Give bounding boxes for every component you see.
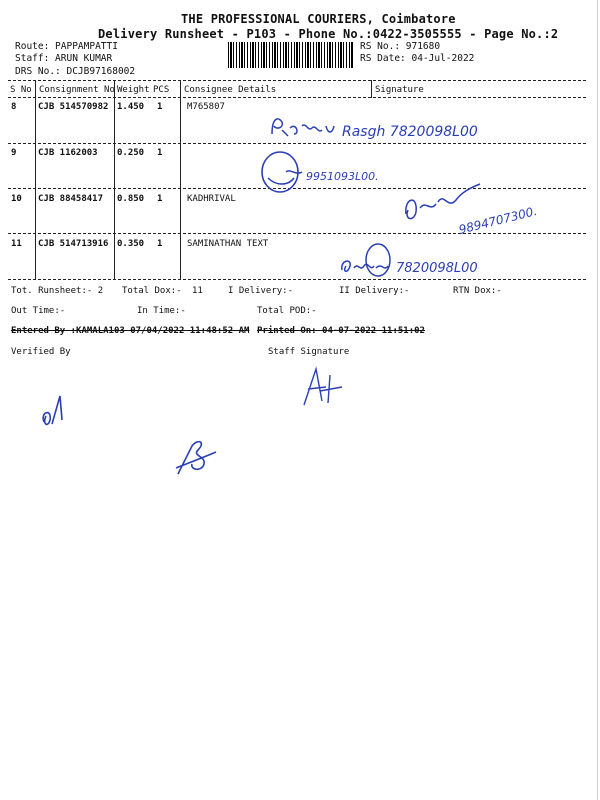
signature-row-8 [268,112,478,144]
row-consignment: CJB 514713916 [38,239,109,249]
row-sno: 11 [11,239,22,249]
row-consignment: CJB 88458417 [38,194,104,204]
row-consignee: M765807 [187,102,225,112]
col-divider [371,80,372,98]
out-time-label: Out Time:- [11,306,66,316]
signature-row-10 [400,178,570,240]
row-pcs: 1 [157,194,163,204]
drs-label: DRS No.: DCJB97168002 [15,66,136,77]
row-weight: 0.250 [117,148,145,158]
col-header-sno: S No [10,85,32,95]
page-edge [597,0,598,800]
signature-text: 9951093L00. [306,170,379,183]
row-sno: 9 [11,148,17,158]
in-time-label: In Time:- [137,306,186,316]
signature-text: 7820098L00 [396,261,478,276]
row-consignment: CJB 1162003 [38,148,98,158]
ii-delivery-label: II Delivery:- [339,286,410,296]
staff-signature-label: Staff Signature [268,347,350,357]
col-header-consignee: Consignee Details [184,85,277,95]
barcode [228,42,354,68]
total-dox-value: 11 [192,286,203,296]
row-weight: 1.450 [117,102,145,112]
row-consignment: CJB 514570982 [38,102,109,112]
total-pod-label: Total POD:- [257,306,317,316]
row-sno: 10 [11,194,22,204]
row-weight: 0.850 [117,194,145,204]
rtn-dox-label: RTN Dox:- [453,286,502,296]
row-pcs: 1 [157,148,163,158]
rs-date-label: RS Date: 04-Jul-2022 [360,53,475,64]
row-pcs: 1 [157,102,163,112]
verifier-scribble [38,394,78,434]
company-title: THE PROFESSIONAL COURIERS, Coimbatore [181,12,456,26]
verified-by-label: Verified By [11,347,71,357]
route-label: Route: PAPPAMPATTI [15,41,118,52]
signature-text: 9894707300. [457,203,539,237]
col-divider [180,80,181,279]
rs-no-label: RS No.: 971680 [360,41,441,52]
col-header-signature: Signature [375,85,424,95]
row-weight: 0.350 [117,239,145,249]
col-divider [35,80,36,279]
verifier-initials-scribble [172,434,222,479]
row-consignee: KADHRIVAL [187,194,236,204]
header-rule [8,97,586,98]
entered-by: Entered By :KAMALA103 07/04/2022 11:48:52 AM [11,326,250,336]
runsheet-title: Delivery Runsheet - P103 - Phone No.:0422-3505555 - Page No.:2 [98,27,559,41]
staff-label: Staff: ARUN KUMAR [15,53,113,64]
col-header-pcs: PCS [153,85,170,95]
staff-signature-scribble [300,365,350,410]
total-dox-label: Total Dox:- [122,286,182,296]
col-header-consignment: Consignment No [39,85,115,95]
i-delivery-label: I Delivery:- [228,286,294,296]
row-pcs: 1 [157,239,163,249]
table-top-rule [8,80,586,81]
printed-on: Printed On: 04-07-2022 11:51:02 [257,326,425,336]
signature-text: Rasgh 7820098L00 [342,124,478,140]
row-sno: 8 [11,102,17,112]
tot-runsheet: Tot. Runsheet:- 2 [11,286,104,296]
col-header-weight: Weight [117,85,150,95]
col-divider [114,80,115,279]
signature-row-11 [338,240,528,280]
row-consignee: SAMINATHAN TEXT [187,239,269,249]
